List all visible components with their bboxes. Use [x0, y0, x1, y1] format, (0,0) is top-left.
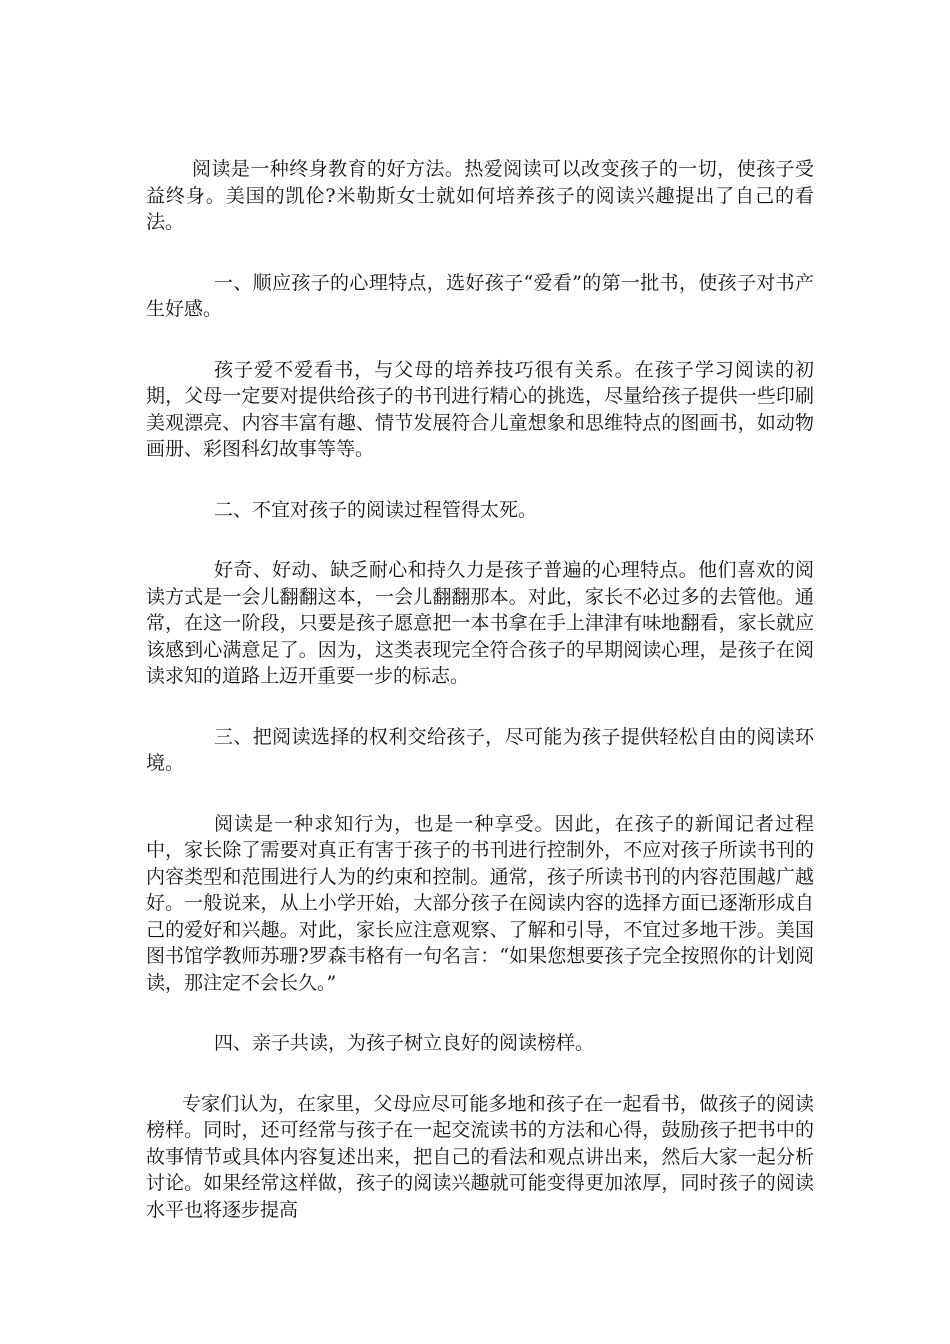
section-heading-1: 一、顺应孩子的心理特点，选好孩子“爱看”的第一批书，使孩子对书产生好感。 — [146, 271, 814, 320]
section-body-3: 阅读是一种求知行为，也是一种享受。因此，在孩子的新闻记者过程中，家长除了需要对真正有害于孩子的书刊进行控制外，不应对孩子所读书刊的内容类型和范围进行人为的约束和控制。通常，孩子所读书刊的内容范围越广越好。一般说来，从上小学开始，大部分孩子在阅读内容的选择方面已逐渐形成自己的爱好和兴趣。对此，家长应注意观察、了解和引导，不宜过多地干涉。美国图书馆学教师苏珊?罗森韦格有一句名言：“如果您想要孩子完全按照你的计划阅读，那注定不会长久。” — [146, 812, 814, 994]
section-body-1: 孩子爱不爱看书，与父母的培养技巧很有关系。在孩子学习阅读的初期，父母一定要对提供给孩子的书刊进行精心的挑选，尽量给孩子提供一些印刷美观漂亮、内容丰富有趣、情节发展符合儿童想象和思维特点的图画书，如动物画册、彩图科幻故事等等。 — [146, 358, 814, 460]
document-page — [146, 156, 814, 1223]
paragraph-spacer — [146, 523, 814, 557]
paragraph-spacer — [146, 777, 814, 811]
paragraph-spacer — [146, 463, 814, 497]
paragraph-spacer — [146, 996, 814, 1030]
paragraph-spacer — [146, 236, 814, 270]
paragraph-spacer — [146, 323, 814, 357]
section-heading-3: 三、把阅读选择的权利交给孩子，尽可能为孩子提供轻松自由的阅读环境。 — [146, 725, 814, 774]
section-body-2: 好奇、好动、缺乏耐心和持久力是孩子普遍的心理特点。他们喜欢的阅读方式是一会儿翻翻这本，一会儿翻翻那本。对此，家长不必过多的去管他。通常，在这一阶段，只要是孩子愿意把一本书拿在手上津津有味地翻看，家长就应该感到心满意足了。因为，这类表现完全符合孩子的早期阅读心理，是孩子在阅读求知的道路上迈开重要一步的标志。 — [146, 559, 814, 687]
section-heading-4: 四、亲子共读，为孩子树立良好的阅读榜样。 — [214, 1032, 595, 1054]
intro-paragraph: 阅读是一种终身教育的好方法。热爱阅读可以改变孩子的一切，使孩子受益终身。美国的凯伦?米勒斯女士就如何培养孩子的阅读兴趣提出了自己的看法。 — [146, 158, 814, 233]
paragraph-spacer — [146, 1057, 814, 1091]
paragraph-spacer — [146, 690, 814, 724]
section-heading-2: 二、不宜对孩子的阅读过程管得太死。 — [214, 498, 538, 521]
section-body-4: 专家们认为，在家里，父母应尽可能多地和孩子在一起看书，做孩子的阅读榜样。同时，还可经常与孩子在一起交流读书的方法和心得，鼓励孩子把书中的故事情节或具体内容复述出来，把自己的看法和观点讲出来，然后大家一起分析讨论。如果经常这样做，孩子的阅读兴趣就可能变得更加浓厚，同时孩子的阅读水平也将逐步提高 — [146, 1092, 814, 1221]
